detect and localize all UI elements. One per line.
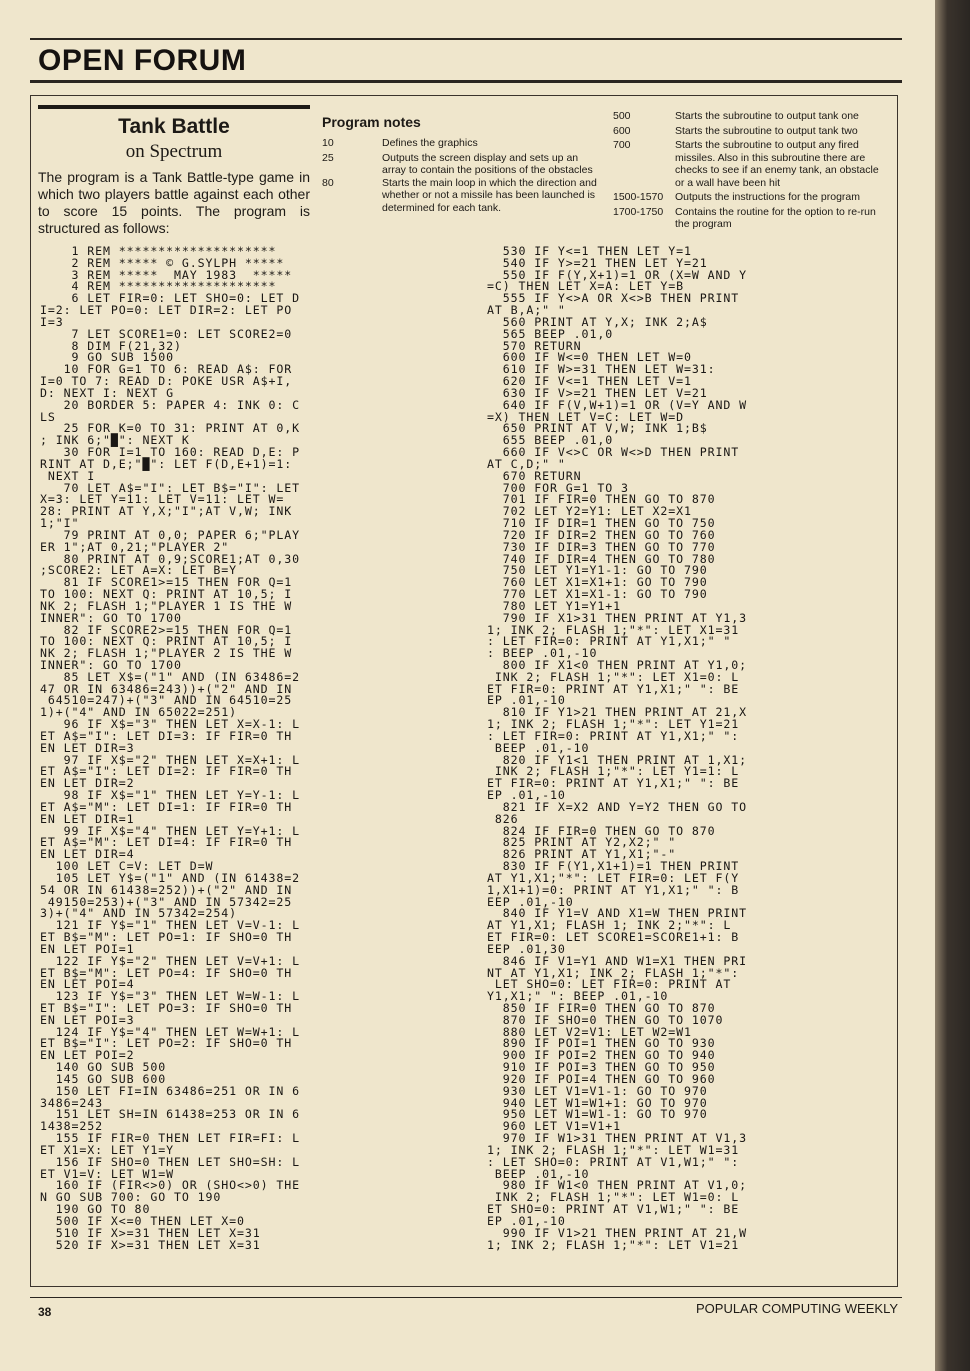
- note-item: 10 Defines the graphics: [322, 137, 478, 149]
- page-number: 38: [38, 1305, 52, 1319]
- program-listing-right: 530 IF Y<=1 THEN LET Y=1 540 IF Y>=21 THEN LET Y=21 550 IF F(Y,X+1)=1 OR (X=W AND Y =C) THEN LET X=A: LET Y=B 555 IF Y<>A OR X<>B THEN PRINT AT B,A;" " 560 PRINT AT Y,X; INK 2;A$ 565 BEEP .01,0 570 RETURN 600 IF W<=0 THEN LET W=0 610 IF W>=31 THEN LET W=31: 620 IF V<=1 THEN LET V=1 630 IF V>=21 THEN LET V=21 640 IF F(V,W+1)=1 OR (V=Y AND W =X) THEN LET V=C: LET W=D 650 PRINT AT V,W; INK 1;B$ 655 BEEP .01,0 660 IF V<>C OR W<>D THEN PRINT AT C,D;" " 670 RETURN 700 FOR G=1 TO 3 701 IF FIR=0 THEN GO TO 870 702 LET Y2=Y1: LET X2=X1 710 IF DIR=1 THEN GO TO 750 720 IF DIR=2 THEN GO TO 760 730 IF DIR=3 THEN GO TO 770 740 IF DIR=4 THEN GO TO 780 750 LET Y1=Y1-1: GO TO 790 760 LET X1=X1+1: GO TO 790 770 LET X1=X1-1: GO TO 790 780 LET Y1=Y1+1 790 IF X1>31 THEN PRINT AT Y1,3 1; INK 2; FLASH 1;"*": LET X1=31 : LET FIR=0: PRINT AT Y1,X1;" " : BEEP .01,-10 800 IF X1<0 THEN PRINT AT Y1,0; INK 2; FLASH 1;"*": LET X1=0: L ET FIR=0: PRINT AT Y1,X1;" ": BE EP .01,-10 810 IF Y1>21 THEN PRINT AT 21,X 1; INK 2; FLASH 1;"*": LET Y1=21 : LET FIR=0: PRINT AT Y1,X1;" ": BEEP .01,-10 820 IF Y1<1 THEN PRINT AT 1,X1; INK 2; FLASH 1;"*": LET Y1=1: L ET FIR=0: PRINT AT Y1,X1;" ": BE EP .01,-10 821 IF X=X2 AND Y=Y2 THEN GO TO 826 824 IF FIR=0 THEN GO TO 870 825 PRINT AT Y2,X2;" " 826 PRINT AT Y1,X1;"-" 830 IF F(Y1,X1+1)=1 THEN PRINT AT Y1,X1;"*": LET FIR=0: LET F(Y 1,X1+1)=0: PRINT AT Y1,X1;" ": B EEP .01,-10 840 IF Y1=V AND X1=W THEN PRINT AT Y1,X1; FLASH 1; INK 2;"*": L ET FIR=0: LET SCORE1=SCORE1+1: B EEP .01,30 846 IF V1=Y1 AND W1=X1 THEN PRI NT AT Y1,X1; INK 2; FLASH 1;"*": LET SHO=0: LET FIR=0: PRINT AT Y1,X1;" ": BEEP .01,-10 850 IF FIR=0 THEN GO TO 870 870 IF SHO=0 THEN GO TO 1070 880 LET V2=V1: LET W2=W1 890 IF POI=1 THEN GO TO 930 900 IF POI=2 THEN GO TO 940 910 IF POI=3 THEN GO TO 950 920 IF POI=4 THEN GO TO 960 930 LET V1=V1-1: GO TO 970 940 LET W1=W1+1: GO TO 970 950 LET W1=W1-1: GO TO 970 960 LET V1=V1+1 970 IF W1>31 THEN PRINT AT V1,3 1; INK 2; FLASH 1;"*": LET W1=31 : LET SHO=0: PRINT AT V1,W1;" ": BEEP .01,-10 980 IF W1<0 THEN PRINT AT V1,0; INK 2; FLASH 1;"*": LET W1=0: L ET SHO=0: PRINT AT V1,W1;" ": BE EP .01,-10 990 IF V1>21 THEN PRINT AT 21,W 1; INK 2; FLASH 1;"*": LET V1=21: [487, 244, 748, 1252]
- article-title: Tank Battle: [118, 115, 230, 138]
- note-item: 25 Outputs the screen display and sets up an array to contain the positions of the obstacles: [322, 151, 593, 176]
- page-spine: [935, 0, 970, 1371]
- note-item: 700 Starts the subroutine to output any fired missiles. Also in this subroutine there are checks to see if an enemy tank, an obstacle or a wall have been hit: [613, 139, 879, 189]
- program-notes-left: [322, 137, 602, 216]
- footer-rule: [30, 1297, 902, 1298]
- magazine-name: POPULAR COMPUTING WEEKLY: [695, 1301, 898, 1316]
- intro-text: The program is a Tank Battle-type game in which two players battle against each other to score 15 points. The program is structured as follows:: [38, 169, 310, 236]
- program-notes-right: [613, 110, 890, 233]
- note-item: 80 Starts the main loop in which the direction and whether or not a missile has been launched is determined for each tank.: [322, 176, 597, 214]
- note-item: 1700-1750 Contains the routine for the option to re-run the program: [613, 205, 876, 230]
- note-item: 600 Starts the subroutine to output tank two: [613, 124, 858, 137]
- top-rule: [30, 38, 902, 40]
- article-subtitle: on Spectrum: [125, 141, 223, 162]
- header-rule: [30, 80, 902, 83]
- article-intro: [38, 105, 310, 237]
- note-item: 500 Starts the subroutine to output tank one: [613, 110, 859, 122]
- note-item: 1500-1570 Outputs the instructions for the program: [613, 191, 861, 203]
- section-title: OPEN FORUM: [38, 44, 247, 77]
- program-listing-left: 1 REM ******************** 2 REM ***** © G.SYLPH ***** 3 REM ***** MAY 1983 ***** 4 REM ******************** 6 LET FIR=0: LET SHO=0: LET D I=2: LET PO=0: LET DIR=2: LET PO I=3 7 LET SCORE1=0: LET SCORE2=0 8 DIM F(21,32) 9 GO SUB 1500 10 FOR G=1 TO 6: READ A$: FOR I=0 TO 7: READ D: POKE USR A$+I, D: NEXT I: NEXT G 20 BORDER 5: PAPER 4: INK 0: C LS 25 FOR K=0 TO 31: PRINT AT 0,K ; INK 6;"█": NEXT K 30 FOR I=1 TO 160: READ D,E: P RINT AT D,E;"█": LET F(D,E+1)=1: NEXT I 70 LET A$="I": LET B$="I": LET X=3: LET Y=11: LET V=11: LET W= 28: PRINT AT Y,X;"I";AT V,W; INK 1;"I" 79 PRINT AT 0,0; PAPER 6;"PLAY ER 1";AT 0,21;"PLAYER 2" 80 PRINT AT 0,9;SCORE1;AT 0,30 ;SCORE2: LET A=X: LET B=Y 81 IF SCORE1>=15 THEN FOR Q=1 TO 100: NEXT Q: PRINT AT 10,5; I NK 2; FLASH 1;"PLAYER 1 IS THE W INNER": GO TO 1700 82 IF SCORE2>=15 THEN FOR Q=1 TO 100: NEXT Q: PRINT AT 10,5; I NK 2; FLASH 1;"PLAYER 2 IS THE W INNER": GO TO 1700 85 LET X$=("1" AND (IN 63486=2 47 OR IN 63486=243))+("2" AND IN 64510=247)+("3" AND IN 64510=25 1)+("4" AND IN 65022=251) 96 IF X$="3" THEN LET X=X-1: L ET A$="I": LET DI=3: IF FIR=0 TH EN LET DIR=3 97 IF X$="2" THEN LET X=X+1: L ET A$="I": LET DI=2: IF FIR=0 TH EN LET DIR=2 98 IF X$="1" THEN LET Y=Y-1: L ET A$="M": LET DI=1: IF FIR=0 TH EN LET DIR=1 99 IF X$="4" THEN LET Y=Y+1: L ET A$="M": LET DI=4: IF FIR=0 TH EN LET DIR=4 100 LET C=V: LET D=W 105 LET Y$=("1" AND (IN 61438=2 54 OR IN 61438=252))+("2" AND IN 49150=253)+("3" AND IN 57342=25 3)+("4" AND IN 57342=254) 121 IF Y$="1" THEN LET V=V-1: L ET B$="M": LET PO=1: IF SHO=0 TH EN LET POI=1 122 IF Y$="2" THEN LET V=V+1: L ET B$="M": LET PO=4: IF SHO=0 TH EN LET POI=4 123 IF Y$="3" THEN LET W=W-1: L ET B$="I": LET PO=3: IF SHO=0 TH EN LET POI=3 124 IF Y$="4" THEN LET W=W+1: L ET B$="I": LET PO=2: IF SHO=0 TH EN LET POI=2 140 GO SUB 500 145 GO SUB 600 150 LET FI=IN 63486=251 OR IN 6 3486=243 151 LET SH=IN 61438=253 OR IN 6 1438=252 155 IF FIR=0 THEN LET FIR=FI: L ET X1=X: LET Y1=Y 156 IF SHO=0 THEN LET SHO=SH: L ET V1=V: LET W1=W 160 IF (FIR<>0) OR (SHO<>0) THE N GO SUB 700: GO TO 190 190 GO TO 80 500 IF X<=0 THEN LET X=0 510 IF X>=31 THEN LET X=31 520 IF X>=31 THEN LET X=31: [40, 244, 301, 1252]
- title-bar: [38, 105, 310, 109]
- program-notes-title: Program notes: [322, 114, 421, 130]
